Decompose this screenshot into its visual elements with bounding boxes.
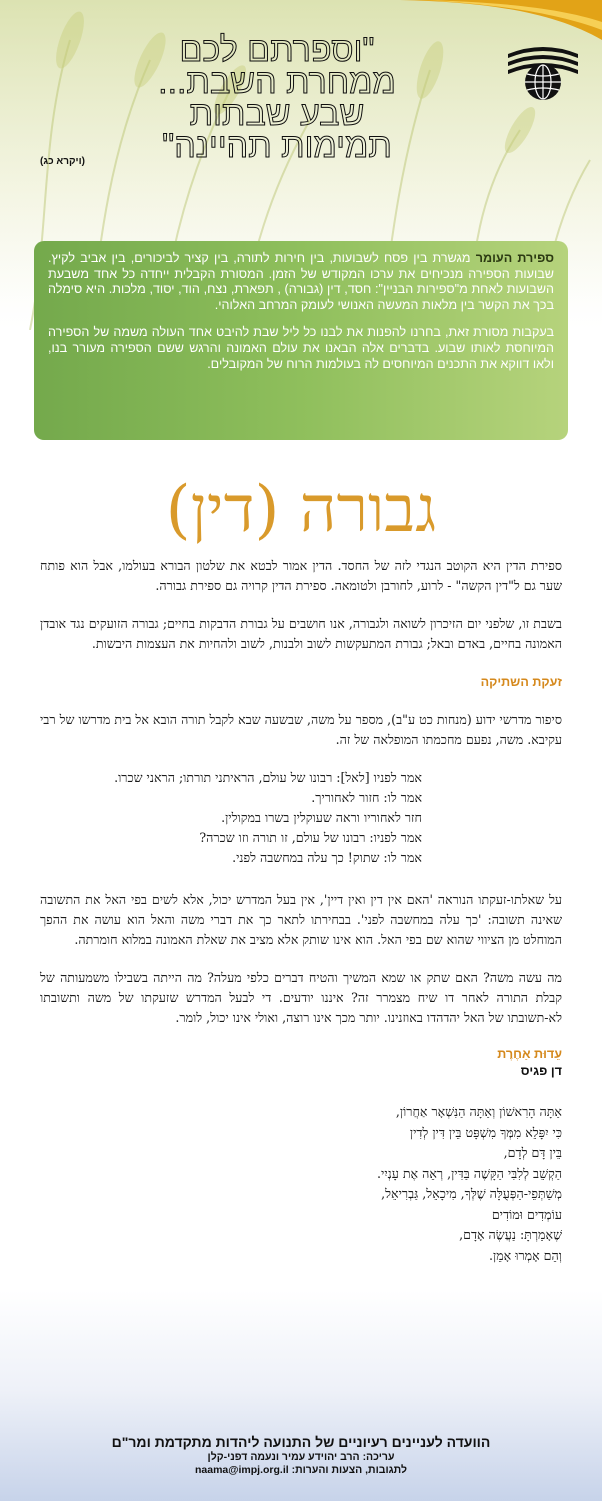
footer-contact: לתגובות, הצעות והערות: naama@impj.org.il <box>194 1464 407 1476</box>
body-paragraph: מה עשה משה? האם שתק או שמא המשיך והטיח דברים כלפי מעלה? מה הייתה בשבילו משמעותה של קבלת התורה לאחר דו שיח מצמרר זה? איננו יודעים. די לבעל המדרש שזעקתו של משה ותשובתו לא-תשובתו של האל יהדהדו באוזנינו. יותר מכך אינו רוצה, ואולי אינו יכול, לומר. <box>40 970 562 1025</box>
midrash-dialog <box>40 768 562 868</box>
dialog-line: אמר לפניו: רבונו של עולם, זו תורה וזו שכרה? <box>199 830 422 845</box>
quote-line: ממחרת השבת... <box>158 63 396 101</box>
section-subtitle: זעקת השתיקה <box>480 675 562 689</box>
article-body <box>40 556 562 1266</box>
globe-emblem-icon <box>504 34 582 106</box>
poem-line: אַתָּה הָרִאשׁוֹן וְאַתָּה הַנִּשְׁאָר אַחֲרוֹן, <box>395 1104 562 1119</box>
intro-paragraph-1 <box>48 251 554 313</box>
intro-box <box>34 241 568 440</box>
footer-org: הוועדה לעניינים רעיוניים של התנועה ליהדות מתקדמת ומר"ם <box>111 1434 491 1450</box>
footer <box>0 1433 602 1477</box>
poem-line: הַקְשֵׁב לְלִבִּי הַקָּשֶׁה בַּדִּין, רְאֵה אֶת עָנְיִי. <box>377 1165 562 1181</box>
poem-line: וְהֵם אָמְרוּ אָמֵן. <box>489 1247 562 1263</box>
quote-source: (ויקרא כג) <box>40 156 85 167</box>
body-paragraph: סיפור מדרשי ידוע (מנחות כט ע"ב), מספר על משה, שבשעה שבא לקבל תורה הובא אל בית מדרשו של רבי עקיבא. משה, נפעם מחכמתו המופלאה של זה. <box>40 712 562 747</box>
poem-line: עוֹמְדִים וּמוֹדִים <box>491 1206 562 1222</box>
body-paragraph: על שאלתו-זעקתו הנוראה 'האם אין דין ואין דיין', אין בעל המדרש יכול, אלא לשים בפי האל את התשובה שאינה תשובה: 'כך עלה במחשבה לפני'. בבחירתו לתאר כך את דברי משה והאל הוא עושה את ההפך המוחלט מן הציווי שהוא שם בפי האל. הוא אינו שותק אלא מציב את שאלת האמונה במלוא חומרתה. <box>40 892 562 947</box>
page-title: גבורה (דין) <box>165 473 437 547</box>
poem-line: בֵּין דָּם לְדָם, <box>503 1145 562 1160</box>
poem-line: כִּי יִפָּלֵא מִמְּךָ מִשְׁפָּט בֵּין דִּין לְדִין <box>409 1124 562 1140</box>
footer-editors: עריכה: הרב יהוידע עמיר ונעמה דפני-קלן <box>207 1451 395 1463</box>
quote-line: שבע שבתות <box>189 95 365 133</box>
intro-paragraph-2: בעקבות מסורת זאת, בחרנו להפנות את לבנו כל ליל שבת להיבט אחד העולה משמה של הספירה המיוחסת לאותו שבוע. בדברים אלה הבאנו את עולם האמונה והרגש ששם הספירה מעורר בנו, ולאו דווקא את התכנים המיוחסים לה בעולמות הרוח של המקובלים. <box>48 325 554 371</box>
quote-line: תמימות תהיינה" <box>162 127 392 165</box>
dialog-line: חזר לאחוריו וראה שעוקלין בשרו במקולין. <box>221 810 422 825</box>
body-paragraph: ספירת הדין היא הקוטב הנגדי לזה של החסד. הדין אמור לבטא את שלטון הבורא בעולמו, אבל הוא פותח שער גם ל"דין הקשה" - לרוע, לחורבן ולטומאה. ספירת הדין קרויה גם ספירת גבורה. <box>40 558 562 593</box>
poem-line: שֶׁאָמַרְתָּ: נַעֲשֶׂה אָדָם, <box>459 1227 562 1242</box>
poem <box>40 1102 562 1266</box>
poem-author: דן פגיס <box>520 1064 562 1078</box>
quote-line: "וספרתם לכם <box>179 31 375 69</box>
header-quote <box>67 31 487 165</box>
dialog-line: אמר לפניו [לאל]: רבונו של עולם, הראיתני תורתו; הראני שכרו. <box>114 770 422 785</box>
dialog-line: אמר לו: חזור לאחוריך. <box>311 790 422 805</box>
poem-line: מְשַׁתְּפֵי-הַפְּעֻלָּה שֶׁלְּךָ, מִיכָאֵל, גַּבְרִיאֵל, <box>381 1186 562 1201</box>
poem-title: עֵדוּת אַחֶרֶת <box>497 1047 562 1061</box>
intro-text: מגשרת בין פסח לשבועות, בין חירות לתורה, בין קציר לביכורים, בין אביב לקיץ. שבועות הספירה מנכיחים את ערכו המקודש של הזמן. המסורת הקבלית ייחדה כל אחד משבעת השבועות לאחת מ"ספירות הבניין": חסד, דין (גבורה) , תפארת, נצח, הוד, יסוד, מלכות. היא סימלה בכך את הקשר בין מלאות המעשה האנושי לעומק המרחב האלוהי. <box>48 251 554 312</box>
dialog-line: אמר לו: שתוק! כך עלה במחשבה לפני. <box>232 850 422 865</box>
intro-bold-term: ספירת העומר <box>475 251 554 265</box>
body-paragraph: בשבת זו, שלפני יום הזיכרון לשואה ולגבורה, אנו חושבים על גבורת הדבקות בחיים; גבורה הזועקים נגד אובדן האמונה בחיים, באדם ובאל; גבורת המתעקשות לשוב ולבנות, לשוב ולהחיות את העצמות היבשות. <box>40 616 562 651</box>
